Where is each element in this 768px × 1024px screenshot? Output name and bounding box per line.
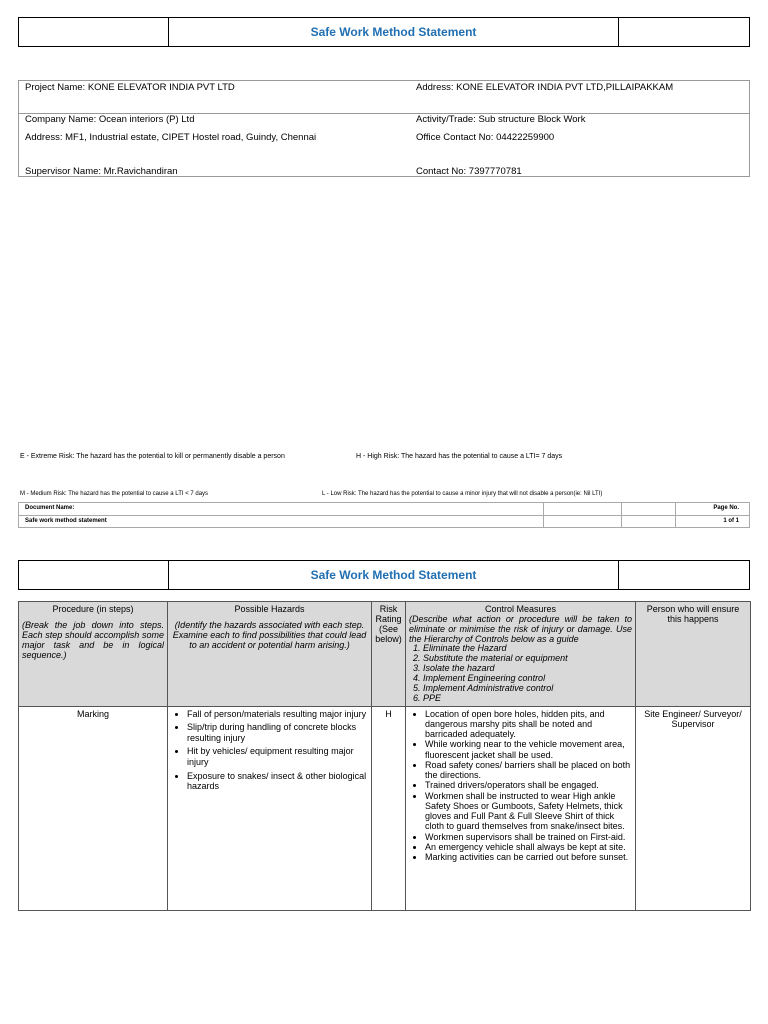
cell-risk: H [372, 706, 406, 910]
office-contact: Office Contact No: 04422259900 [416, 132, 555, 143]
header-procedure-desc: (Break the job down into steps. Each step should accomplish some major task and be in logical sequence.) [22, 620, 164, 661]
table-header-row [19, 602, 751, 707]
list-item: • While working near to the vehicle movement area, fluorescent jacket shall be used. [425, 739, 632, 760]
list-item: • Workmen shall be instructed to wear High ankle Safety Shoes or Gumboots, Safety Helmets, thick gloves and Full Pant & Full Sleeve Shirt of thick cloth to guard themselves from snake/insect bites. [425, 791, 632, 832]
list-item: • Hit by vehicles/ equipment resulting major injury [187, 746, 368, 767]
header-procedure [19, 602, 168, 707]
title-bar-left-cell [19, 561, 169, 589]
risk-legend-medium: M - Medium Risk: The hazard has the potential to cause a LTI < 7 days [20, 491, 209, 497]
header-risk [372, 602, 406, 707]
doc-footer-col-divider [543, 503, 544, 527]
risk-legend-low: L - Low Risk: The hazard has the potential to cause a minor injury that will not disable a person(ie: Nil LTI) [322, 491, 603, 497]
title-bar-right-cell [619, 18, 749, 46]
header-control-title: Control Measures [484, 604, 557, 614]
cell-person: Site Engineer/ Surveyor/ Supervisor [636, 706, 751, 910]
risk-legend-high: H - High Risk: The hazard has the potential to cause a LTI= 7 days [356, 453, 563, 460]
hazards-list [171, 709, 368, 792]
cell-procedure: Marking [19, 706, 168, 910]
list-item: 6. PPE [423, 694, 632, 704]
project-address: Address: KONE ELEVATOR INDIA PVT LTD,PILLAIPAKKAM [416, 82, 674, 93]
list-item: • Road safety cones/ barriers shall be placed on both the directions. [425, 760, 632, 781]
page-no-value: 1 of 1 [723, 518, 739, 524]
header-risk-title: Risk Rating [375, 604, 402, 624]
activity-trade: Activity/Trade: Sub structure Block Work [416, 114, 586, 125]
doc-footer-col-divider [675, 503, 676, 527]
document-footer-table [18, 502, 750, 528]
list-item: • Fall of person/materials resulting major injury [187, 709, 368, 720]
control-hierarchy-list [409, 644, 632, 703]
cell-controls [406, 706, 636, 910]
header-person [636, 602, 751, 707]
contact-number: Contact No: 7397770781 [416, 166, 522, 177]
risk-legend-extreme: E - Extreme Risk: The hazard has the potential to kill or permanently disable a person [20, 453, 285, 460]
page-title: Safe Work Method Statement [169, 18, 619, 46]
list-item: • Trained drivers/operators shall be engaged. [425, 780, 632, 790]
list-item: • An emergency vehicle shall always be kept at site. [425, 842, 632, 852]
list-item: 5. Implement Administrative control [423, 684, 632, 694]
title-bar-top [18, 17, 750, 47]
list-item: • Workmen supervisors shall be trained on First-aid. [425, 832, 632, 842]
title-bar-second [18, 560, 750, 590]
doc-footer-row-divider [19, 515, 749, 516]
company-address: Address: MF1, Industrial estate, CIPET Hostel road, Guindy, Chennai [25, 132, 317, 143]
supervisor-name: Supervisor Name: Mr.Ravichandiran [25, 166, 178, 177]
project-info-box [18, 80, 750, 177]
header-control [406, 602, 636, 707]
list-item: • Slip/trip during handling of concrete blocks resulting injury [187, 722, 368, 743]
list-item: • Marking activities can be carried out before sunset. [425, 852, 632, 862]
header-procedure-title: Procedure (in steps) [52, 604, 134, 614]
doc-name-value: Safe work method statement [25, 518, 107, 524]
page-no-label: Page No. [713, 505, 739, 511]
list-item: 4. Implement Engineering control [423, 674, 632, 684]
list-item: • Exposure to snakes/ insect & other biological hazards [187, 771, 368, 792]
controls-list [409, 709, 632, 863]
list-item: • Location of open bore holes, hidden pits, and dangerous marshy pits shall be noted and barricaded adequately. [425, 709, 632, 740]
page-title-second: Safe Work Method Statement [169, 561, 619, 589]
title-bar-left-cell [19, 18, 169, 46]
header-risk-desc: (See below) [375, 624, 402, 644]
list-item: 3. Isolate the hazard [423, 664, 632, 674]
swms-table [18, 601, 751, 911]
header-hazards-title: Possible Hazards [234, 604, 305, 614]
company-name: Company Name: Ocean interiors (P) Ltd [25, 114, 195, 125]
header-person-title: Person who will ensure this happens [646, 604, 740, 624]
title-bar-right-cell [619, 561, 749, 589]
doc-footer-col-divider [621, 503, 622, 527]
list-item: 1. Eliminate the Hazard [423, 644, 632, 654]
header-hazards [168, 602, 372, 707]
cell-hazards [168, 706, 372, 910]
header-control-desc: (Describe what action or procedure will be taken to eliminate or minimise the risk of injury or damage. Use the Hierarchy of Controls below as a guide [409, 614, 632, 645]
doc-name-label: Document Name: [25, 505, 75, 511]
project-name: Project Name: KONE ELEVATOR INDIA PVT LTD [25, 82, 235, 93]
table-row [19, 706, 751, 910]
list-item: 2. Substitute the material or equipment [423, 654, 632, 664]
header-hazards-desc: (Identify the hazards associated with each step. Examine each to find possibilities that could lead to an accident or potential harm arising.) [172, 620, 367, 651]
